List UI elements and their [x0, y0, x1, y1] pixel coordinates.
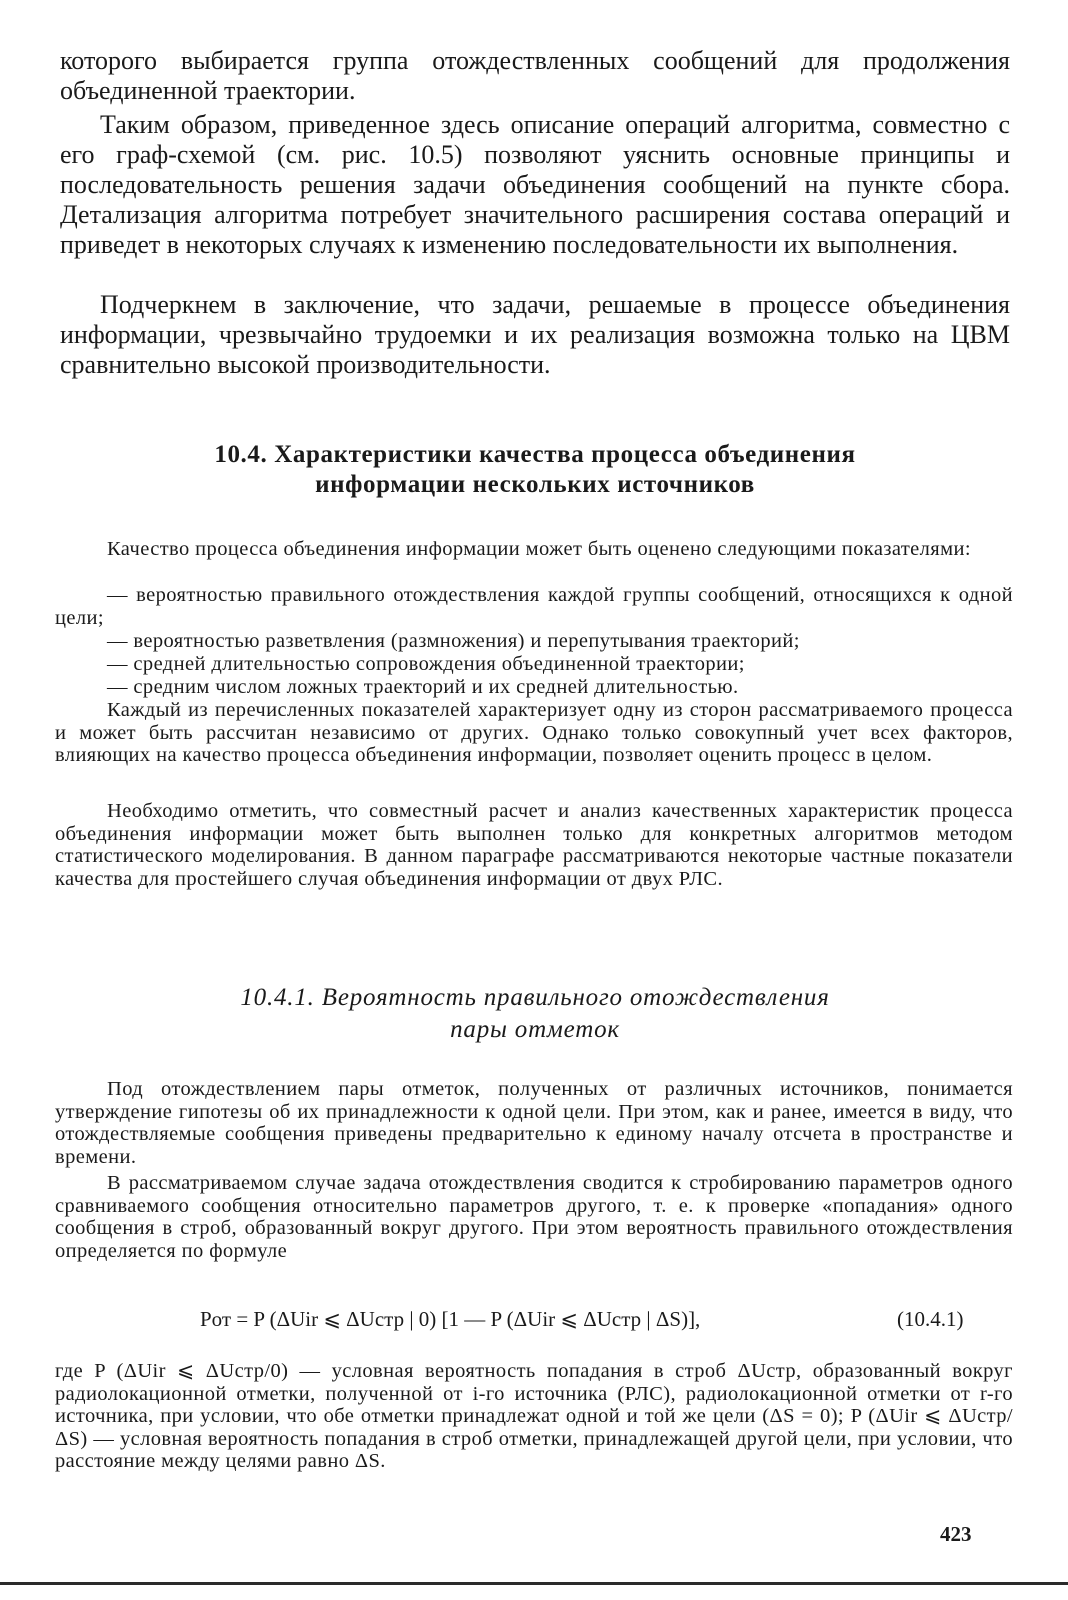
paragraph-conclusion: Подчеркнем в заключение, что задачи, решаемые в процессе объединения информации, чрезвычайно трудоемки и их реализация возможна только на ЦВМ сравнительно высокой производительности. — [60, 290, 1010, 379]
subsection-heading — [60, 982, 1010, 1046]
list-item: — средним числом ложных траекторий и их средней длительностью. — [107, 676, 739, 698]
list-item: — вероятностью разветвления (размножения) и перепутывания траекторий; — [107, 630, 800, 652]
section-heading-line-1: 10.4. Характеристики качества процесса объединения — [214, 441, 856, 468]
subsection-heading-line-2: пары отметок — [450, 1016, 620, 1043]
section-heading-line-2: информации нескольких источников — [315, 471, 755, 498]
scan-bottom-edge — [0, 1582, 1068, 1585]
paragraph-algorithm-summary: Таким образом, приведенное здесь описание операций алгоритма, совместно с его граф-схемой (см. рис. 10.5) позволяют уяснить основные принципы и последовательность решения задачи объединения сообщений на пункте сбора. Детализация алгоритма потребует значительного расширения состава операций и приведет в некоторых случаях к изменению последовательности их выполнения. — [60, 110, 1010, 259]
formula-number: (10.4.1) — [897, 1307, 964, 1331]
section-intro: Качество процесса объединения информации может быть оценено следующими показателями: — [107, 538, 971, 560]
paragraph-necessary: Необходимо отметить, что совместный расчет и анализ качественных характеристик процесса объединения информации может быть выполнен только для конкретных алгоритмов методом статистического моделирования. В данном параграфе рассматриваются некоторые частные показатели качества для простейшего случая объединения информации от двух РЛС. — [55, 800, 1013, 890]
paragraph-definition: Под отождествлением пары отметок, полученных от различных источников, понимается утверждение гипотезы об их принадлежности к одной цели. При этом, как и ранее, имеется в виду, что отождествляемые сообщения приведены предварительно к единому началу отсчета в пространстве и времени. — [55, 1078, 1013, 1168]
formula-10-4-1: Pот = P (ΔUir ⩽ ΔUстр | 0) [1 — P (ΔUir ⩽ ΔUстр | ΔS)], — [200, 1307, 701, 1331]
list-item: — средней длительностью сопровождения объединенной траектории; — [107, 653, 745, 675]
paragraph-where: где P (ΔUir ⩽ ΔUстр/0) — условная вероятность попадания в строб ΔUстр, образованный вокруг радиолокационной отметки, полученной от i-го источника (РЛС), радиолокационной отметки от r-го источника, при условии, что обе отметки принадлежат одной и той же цели (ΔS = 0); P (ΔUir ⩽ ΔUстр/ΔS) — условная вероятность попадания в строб отметки, принадлежащей другой цели, при условии, что расстояние между целями равно ΔS. — [55, 1360, 1013, 1472]
page-number: 423 — [940, 1522, 972, 1546]
paragraph-continuation: которого выбирается группа отождествленных сообщений для продолжения объединенной траектории. — [60, 46, 1010, 105]
paragraph-each-indicator: Каждый из перечисленных показателей характеризует одну из сторон рассматриваемого процесса и может быть рассчитан независимо от других. Однако только совокупный учет всех факторов, влияющих на качество процесса объединения информации, позволяет оценить процесс в целом. — [55, 699, 1013, 766]
section-heading — [60, 440, 1010, 500]
paragraph-case: В рассматриваемом случае задача отождествления сводится к стробированию параметров одного сравниваемого сообщения относительно параметров другого, т. е. к проверке «попадания» одного сообщения в строб, образованный вокруг другого. При этом вероятность правильного отождествления определяется по формуле — [55, 1172, 1013, 1262]
list-item: — вероятностью правильного отождествления каждой группы сообщений, относящихся к одной цели; — [55, 584, 1013, 629]
subsection-heading-line-1: 10.4.1. Вероятность правильного отождествления — [240, 984, 830, 1011]
